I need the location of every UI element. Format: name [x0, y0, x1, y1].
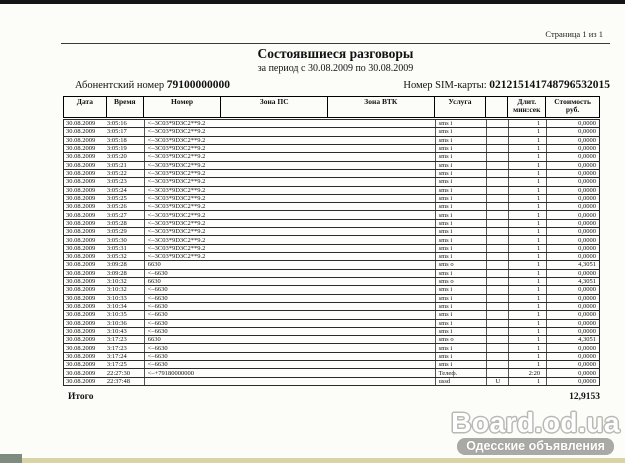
cell-number: <–6630	[144, 270, 435, 277]
cell-duration: 1	[508, 195, 546, 202]
cell-cost: 0,0000	[546, 236, 599, 243]
cell-flag	[486, 295, 508, 302]
cell-service: sms i	[435, 203, 487, 210]
cell-flag	[486, 261, 508, 268]
cell-time: 3:05:32	[106, 253, 127, 261]
col-header-duration: Длит. мин:сек	[508, 97, 546, 117]
subscriber-label: Абонентский номер	[75, 80, 165, 91]
cell-time: 3:17:24	[106, 352, 127, 360]
cell-service: sms i	[435, 170, 487, 177]
cell-time: 3:05:30	[106, 236, 127, 244]
cell-cost: 0,0000	[546, 369, 599, 376]
cell-cost: 0,0000	[546, 145, 599, 152]
cell-number: <–3C03*9D3C2**9.2	[144, 187, 435, 194]
cell-service: sms i	[435, 295, 487, 302]
cell-date: 30.08.2009	[66, 294, 96, 302]
cell-cost: 0,0000	[546, 162, 599, 169]
cell-service: sms i	[435, 220, 487, 227]
cell-duration: 1	[508, 187, 546, 194]
cell-cost: 0,0000	[546, 203, 599, 210]
col-header-time: Время	[107, 97, 144, 117]
cell-cost: 0,0000	[546, 187, 599, 194]
cell-number: 6630	[144, 336, 435, 343]
cell-flag	[486, 245, 508, 252]
col-header-date: Дата	[64, 97, 107, 117]
cell-duration: 1	[508, 120, 546, 127]
cell-number: <–3C03*9D3C2**9.2	[144, 145, 435, 152]
cell-number: <–6630	[144, 344, 435, 351]
cell-flag	[486, 361, 508, 368]
cell-duration: 1	[508, 328, 546, 335]
cell-number: <–3C03*9D3C2**9.2	[144, 203, 435, 210]
cell-number: 6630	[144, 261, 435, 268]
page-indicator: Страница 1 из 1	[545, 29, 603, 39]
cell-date: 30.08.2009	[66, 178, 96, 186]
cell-cost: 0,0000	[546, 270, 599, 277]
document-subtitle: за период с 30.08.2009 по 30.08.2009	[257, 63, 414, 74]
cell-flag	[486, 195, 508, 202]
table-header-row	[63, 96, 600, 118]
cell-number: <–3C03*9D3C2**9.2	[144, 120, 435, 127]
cell-service: sms i	[435, 320, 487, 327]
cell-service: sms i	[435, 245, 487, 252]
col-header-zone-ps: Зона ПС	[221, 97, 328, 117]
cell-time: 22:27:30	[106, 369, 130, 377]
top-black-bar	[0, 0, 625, 4]
cell-cost: 0,0000	[546, 303, 599, 310]
cell-service: sms i	[435, 187, 487, 194]
cell-duration: 1	[508, 245, 546, 252]
cell-duration: 1	[508, 311, 546, 318]
cell-service: sms i	[435, 253, 487, 260]
cell-date: 30.08.2009	[66, 377, 96, 385]
cell-cost: 0,0000	[546, 353, 599, 360]
cell-time: 3:05:22	[106, 170, 127, 178]
cell-cost: 0,0000	[546, 328, 599, 335]
cell-date: 30.08.2009	[66, 186, 96, 194]
cell-number: <–6630	[144, 361, 435, 368]
cell-duration: 1	[508, 170, 546, 177]
cell-date: 30.08.2009	[66, 203, 96, 211]
cell-time: 3:10:33	[106, 294, 127, 302]
cell-service: sms i	[435, 286, 487, 293]
cell-flag	[486, 178, 508, 185]
cell-number: <–6630	[144, 286, 435, 293]
cell-number: <–3C03*9D3C2**9.2	[144, 137, 435, 144]
cell-time: 3:10:36	[106, 319, 127, 327]
cell-time: 3:17:25	[106, 361, 127, 369]
cell-number: <–3C03*9D3C2**9.2	[144, 128, 435, 135]
cell-duration: 1	[508, 153, 546, 160]
cell-service: sms i	[435, 353, 487, 360]
cell-service: sms i	[435, 211, 487, 218]
cell-date: 30.08.2009	[66, 211, 96, 219]
cell-cost: 0,0000	[546, 153, 599, 160]
cell-date: 30.08.2009	[66, 336, 96, 344]
document-title: Состоявшиеся разговоры	[257, 46, 414, 61]
cell-flag	[486, 253, 508, 260]
cell-flag	[486, 286, 508, 293]
cell-date: 30.08.2009	[66, 228, 96, 236]
cell-time: 3:05:21	[106, 161, 127, 169]
cell-duration: 1	[508, 228, 546, 235]
cell-cost: 0,0000	[546, 195, 599, 202]
cell-number: <–3C03*9D3C2**9.2	[144, 228, 435, 235]
cell-date: 30.08.2009	[66, 261, 96, 269]
totals-label: Итого	[68, 392, 94, 402]
cell-service: sms i	[435, 137, 487, 144]
cell-flag	[486, 120, 508, 127]
cell-date: 30.08.2009	[66, 244, 96, 252]
cell-service: sms o	[435, 278, 487, 285]
cell-time: 3:05:31	[106, 244, 127, 252]
cell-duration: 1	[508, 261, 546, 268]
cell-duration: 1	[508, 344, 546, 351]
cell-service: sms i	[435, 120, 487, 127]
cell-number: <–6630	[144, 320, 435, 327]
subscriber-number: 79100000000	[166, 79, 230, 91]
cell-number: <–3C03*9D3C2**9.2	[144, 195, 435, 202]
watermark	[451, 407, 620, 455]
cell-number: 6630	[144, 278, 435, 285]
header-rule	[61, 43, 610, 44]
cell-duration: 1	[508, 361, 546, 368]
cell-duration: 2:20	[508, 369, 546, 376]
cell-time: 3:05:17	[106, 128, 127, 136]
bottom-strip	[0, 458, 625, 463]
cell-duration: 1	[508, 320, 546, 327]
cell-cost: 0,0000	[546, 286, 599, 293]
sim-number-line	[403, 79, 610, 91]
cell-date: 30.08.2009	[66, 170, 96, 178]
cell-number: <–6630	[144, 295, 435, 302]
cell-flag	[486, 270, 508, 277]
cell-date: 30.08.2009	[66, 136, 96, 144]
cell-date: 30.08.2009	[66, 194, 96, 202]
cell-number: <–3C03*9D3C2**9.2	[144, 178, 435, 185]
cell-time: 3:05:20	[106, 153, 127, 161]
cell-duration: 1	[508, 203, 546, 210]
watermark-badge: Одесские объявления	[457, 438, 614, 455]
cell-service: sms i	[435, 311, 487, 318]
cell-service: sms i	[435, 270, 487, 277]
cell-duration: 1	[508, 303, 546, 310]
cell-service: sms i	[435, 236, 487, 243]
cell-date: 30.08.2009	[66, 236, 96, 244]
cell-date: 30.08.2009	[66, 145, 96, 153]
cell-flag: U	[486, 378, 508, 385]
cell-number: <–6630	[144, 303, 435, 310]
cell-number: <–6630	[144, 328, 435, 335]
cell-time: 22:37:48	[106, 377, 130, 385]
cell-cost: 0,0000	[546, 378, 599, 385]
cell-cost: 4,3051	[546, 336, 599, 343]
cell-cost: 0,0000	[546, 320, 599, 327]
cell-service: sms o	[435, 261, 487, 268]
cell-flag	[486, 311, 508, 318]
cell-flag	[486, 145, 508, 152]
calls-table	[63, 96, 600, 402]
cell-cost: 0,0000	[546, 211, 599, 218]
subscriber-number-line	[63, 79, 230, 91]
cell-service: sms i	[435, 361, 487, 368]
cell-duration: 1	[508, 286, 546, 293]
cell-time: 3:10:32	[106, 278, 127, 286]
cell-duration: 1	[508, 378, 546, 385]
cell-number	[144, 378, 435, 385]
cell-flag	[486, 153, 508, 160]
cell-date: 30.08.2009	[66, 369, 96, 377]
cell-flag	[486, 187, 508, 194]
cell-cost: 0,0000	[546, 228, 599, 235]
cell-service: sms i	[435, 228, 487, 235]
cell-cost: 4,3051	[546, 261, 599, 268]
cell-date: 30.08.2009	[66, 161, 96, 169]
cell-flag	[486, 303, 508, 310]
cell-number: <–+79180000000	[144, 369, 435, 376]
cell-service: sms i	[435, 344, 487, 351]
cell-duration: 1	[508, 162, 546, 169]
cell-duration: 1	[508, 220, 546, 227]
cell-flag	[486, 128, 508, 135]
cell-date: 30.08.2009	[66, 327, 96, 335]
cell-time: 3:05:27	[106, 211, 127, 219]
cell-number: <–3C03*9D3C2**9.2	[144, 162, 435, 169]
cell-date: 30.08.2009	[66, 361, 96, 369]
sim-label: Номер SIM-карты:	[403, 80, 487, 91]
cell-cost: 0,0000	[546, 311, 599, 318]
col-header-number: Номер	[144, 97, 222, 117]
cell-number: <–3C03*9D3C2**9.2	[144, 245, 435, 252]
cell-cost: 0,0000	[546, 295, 599, 302]
cell-duration: 1	[508, 128, 546, 135]
cell-flag	[486, 137, 508, 144]
cell-time: 3:09:28	[106, 261, 127, 269]
cell-flag	[486, 162, 508, 169]
cell-cost: 0,0000	[546, 170, 599, 177]
cell-service: sms i	[435, 328, 487, 335]
cell-date: 30.08.2009	[66, 278, 96, 286]
cell-time: 3:05:29	[106, 228, 127, 236]
cell-service: Телеф.	[435, 369, 487, 376]
cell-time: 3:05:16	[106, 120, 127, 128]
cell-time: 3:05:18	[106, 136, 127, 144]
cell-date: 30.08.2009	[66, 153, 96, 161]
cell-cost: 0,0000	[546, 361, 599, 368]
cell-cost: 0,0000	[546, 137, 599, 144]
cell-service: sms i	[435, 162, 487, 169]
corner-block	[0, 454, 22, 463]
cell-time: 3:17:23	[106, 336, 127, 344]
cell-time: 3:05:26	[106, 203, 127, 211]
cell-cost: 0,0000	[546, 344, 599, 351]
cell-service: sms o	[435, 336, 487, 343]
cell-flag	[486, 170, 508, 177]
cell-duration: 1	[508, 236, 546, 243]
cell-time: 3:10:32	[106, 286, 127, 294]
cell-duration: 1	[508, 353, 546, 360]
cell-date: 30.08.2009	[66, 352, 96, 360]
cell-number: <–3C03*9D3C2**9.2	[144, 211, 435, 218]
watermark-logo: Board.od.ua	[451, 407, 620, 438]
totals-value: 12,9153	[569, 392, 600, 402]
cell-duration: 1	[508, 336, 546, 343]
cell-cost: 0,0000	[546, 245, 599, 252]
totals-row	[63, 392, 600, 402]
cell-number: <–3C03*9D3C2**9.2	[144, 236, 435, 243]
cell-duration: 1	[508, 137, 546, 144]
sim-number: 021215141748796532015	[489, 79, 610, 91]
table-row	[63, 377, 600, 386]
cell-service: sms i	[435, 145, 487, 152]
cell-duration: 1	[508, 270, 546, 277]
cell-duration: 1	[508, 211, 546, 218]
cell-date: 30.08.2009	[66, 286, 96, 294]
cell-date: 30.08.2009	[66, 311, 96, 319]
cell-cost: 0,0000	[546, 120, 599, 127]
cell-flag	[486, 236, 508, 243]
cell-service: sms i	[435, 153, 487, 160]
cell-duration: 1	[508, 278, 546, 285]
cell-flag	[486, 344, 508, 351]
cell-cost: 0,0000	[546, 220, 599, 227]
cell-cost: 0,0000	[546, 128, 599, 135]
cell-date: 30.08.2009	[66, 120, 96, 128]
cell-time: 3:05:19	[106, 145, 127, 153]
cell-time: 3:05:25	[106, 194, 127, 202]
cell-cost: 0,0000	[546, 178, 599, 185]
cell-duration: 1	[508, 253, 546, 260]
cell-time: 3:05:23	[106, 178, 127, 186]
cell-service: sms i	[435, 303, 487, 310]
cell-duration: 1	[508, 178, 546, 185]
cell-date: 30.08.2009	[66, 344, 96, 352]
cell-time: 3:09:28	[106, 269, 127, 277]
cell-number: <–6630	[144, 353, 435, 360]
cell-date: 30.08.2009	[66, 253, 96, 261]
cell-date: 30.08.2009	[66, 219, 96, 227]
cell-duration: 1	[508, 145, 546, 152]
cell-date: 30.08.2009	[66, 269, 96, 277]
cell-service: sms i	[435, 128, 487, 135]
cell-service: ussd	[435, 378, 487, 385]
cell-service: sms i	[435, 195, 487, 202]
table-body	[63, 120, 600, 386]
col-header-zone-vtk: Зона ВТК	[328, 97, 435, 117]
account-line	[63, 79, 610, 91]
cell-number: <–6630	[144, 311, 435, 318]
cell-flag	[486, 328, 508, 335]
cell-time: 3:17:23	[106, 344, 127, 352]
cell-flag	[486, 203, 508, 210]
cell-cost: 0,0000	[546, 253, 599, 260]
cell-flag	[486, 320, 508, 327]
col-header-service: Услуга	[435, 97, 487, 117]
cell-flag	[486, 369, 508, 376]
cell-cost: 4,3051	[546, 278, 599, 285]
col-header-cost: Стоимость руб.	[554, 97, 591, 114]
cell-number: <–3C03*9D3C2**9.2	[144, 253, 435, 260]
cell-time: 3:05:28	[106, 219, 127, 227]
cell-date: 30.08.2009	[66, 128, 96, 136]
cell-number: <–3C03*9D3C2**9.2	[144, 170, 435, 177]
cell-service: sms i	[435, 178, 487, 185]
cell-time: 3:05:24	[106, 186, 127, 194]
cell-flag	[486, 278, 508, 285]
cell-flag	[486, 336, 508, 343]
cell-date: 30.08.2009	[66, 319, 96, 327]
cell-flag	[486, 228, 508, 235]
cell-number: <–3C03*9D3C2**9.2	[144, 220, 435, 227]
cell-time: 3:10:43	[106, 327, 127, 335]
cell-number: <–3C03*9D3C2**9.2	[144, 153, 435, 160]
cell-date: 30.08.2009	[66, 303, 96, 311]
cell-time: 3:10:34	[106, 303, 127, 311]
cell-flag	[486, 220, 508, 227]
cell-flag	[486, 353, 508, 360]
cell-duration: 1	[508, 295, 546, 302]
cell-flag	[486, 211, 508, 218]
col-header-flag	[486, 97, 508, 117]
cell-time: 3:10:35	[106, 311, 127, 319]
